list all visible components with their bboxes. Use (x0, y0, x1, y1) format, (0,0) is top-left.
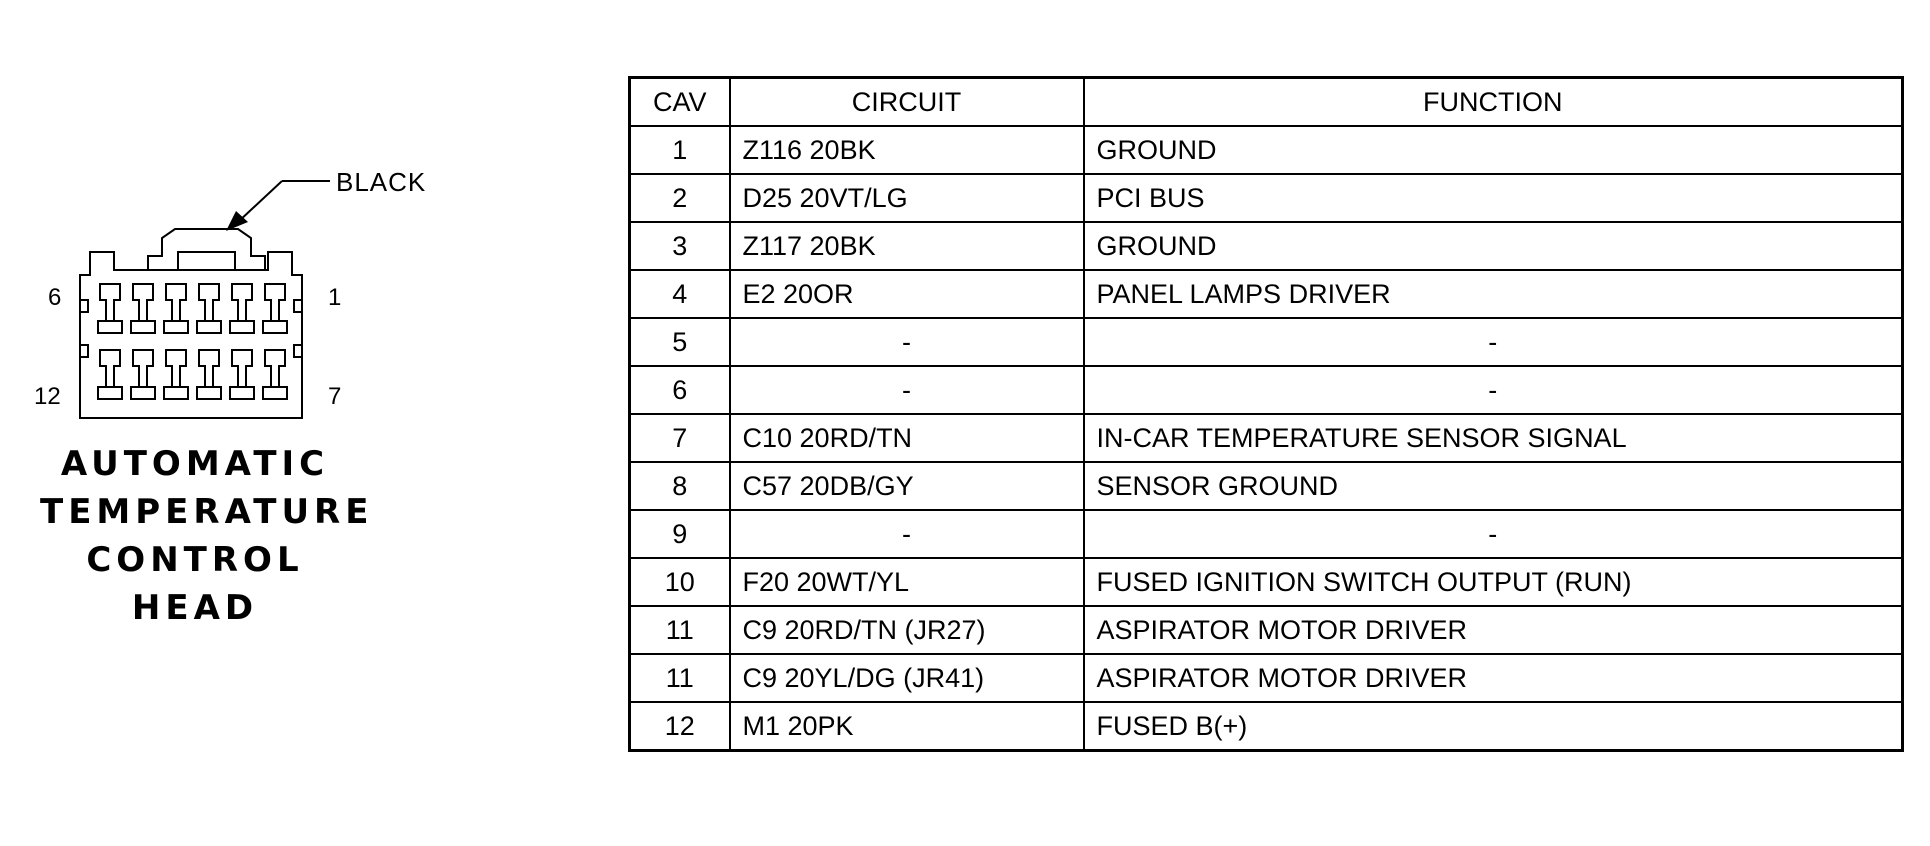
cell-circuit: C10 20RD/TN (730, 414, 1084, 462)
table-row (630, 654, 1903, 702)
pin-label-7: 7 (328, 383, 342, 410)
cell-circuit: - (730, 510, 1084, 558)
pin-cavity-12 (98, 350, 122, 399)
cell-cav: 9 (630, 510, 730, 558)
cell-circuit: F20 20WT/YL (730, 558, 1084, 606)
cell-function: IN-CAR TEMPERATURE SENSOR SIGNAL (1084, 414, 1903, 462)
cell-cav: 11 (630, 606, 730, 654)
pin-label-6: 6 (48, 284, 62, 311)
cell-cav: 6 (630, 366, 730, 414)
pin-label-12: 12 (34, 383, 61, 410)
cell-circuit: Z116 20BK (730, 126, 1084, 174)
table-row (630, 222, 1903, 270)
connector-diagram (0, 0, 560, 846)
cell-function: FUSED B(+) (1084, 702, 1903, 751)
cell-cav: 12 (630, 702, 730, 751)
header-cav: CAV (630, 78, 730, 127)
table-row (630, 510, 1903, 558)
cell-cav: 7 (630, 414, 730, 462)
connector-latch (148, 229, 265, 270)
pin-cavity-10 (164, 350, 188, 399)
table-row (630, 174, 1903, 222)
pin-cavity-2 (230, 284, 254, 333)
table-header-row (630, 78, 1903, 127)
cell-circuit: C9 20RD/TN (JR27) (730, 606, 1084, 654)
cell-cav: 3 (630, 222, 730, 270)
pin-cavity-8 (230, 350, 254, 399)
table-row (630, 558, 1903, 606)
cell-function: ASPIRATOR MOTOR DRIVER (1084, 606, 1903, 654)
cell-cav: 5 (630, 318, 730, 366)
pinout-table (628, 76, 1904, 752)
pin-cavity-9 (197, 350, 221, 399)
table-row (630, 366, 1903, 414)
cell-cav: 1 (630, 126, 730, 174)
table-row (630, 702, 1903, 751)
pin-cavity-11 (131, 350, 155, 399)
pin-cavities (98, 284, 287, 399)
table-row (630, 126, 1903, 174)
header-circuit: CIRCUIT (730, 78, 1084, 127)
cell-function: ASPIRATOR MOTOR DRIVER (1084, 654, 1903, 702)
cell-circuit: C9 20YL/DG (JR41) (730, 654, 1084, 702)
cell-function: - (1084, 366, 1903, 414)
pin-cavity-4 (164, 284, 188, 333)
cell-circuit: C57 20DB/GY (730, 462, 1084, 510)
cell-function: FUSED IGNITION SWITCH OUTPUT (RUN) (1084, 558, 1903, 606)
callout-arrow (226, 181, 330, 231)
title-line: CONTROL (86, 540, 304, 580)
cell-circuit: - (730, 366, 1084, 414)
cell-circuit: Z117 20BK (730, 222, 1084, 270)
table-row (630, 318, 1903, 366)
connector-color-label: BLACK (336, 167, 427, 197)
cell-cav: 8 (630, 462, 730, 510)
pin-cavity-7 (263, 350, 287, 399)
title-line: AUTOMATIC (60, 444, 330, 484)
cell-function: GROUND (1084, 126, 1903, 174)
table-row (630, 270, 1903, 318)
cell-circuit: M1 20PK (730, 702, 1084, 751)
title-line: HEAD (131, 588, 259, 628)
pin-cavity-5 (131, 284, 155, 333)
cell-circuit: E2 20OR (730, 270, 1084, 318)
connector-body (80, 252, 302, 418)
pin-cavity-1 (263, 284, 287, 333)
table-row (630, 414, 1903, 462)
cell-function: - (1084, 318, 1903, 366)
header-function: FUNCTION (1084, 78, 1903, 127)
pin-cavity-6 (98, 284, 122, 333)
cell-function: PANEL LAMPS DRIVER (1084, 270, 1903, 318)
cell-cav: 4 (630, 270, 730, 318)
cell-cav: 2 (630, 174, 730, 222)
pin-label-1: 1 (328, 284, 342, 311)
cell-function: - (1084, 510, 1903, 558)
connector-title (40, 440, 374, 632)
title-line: TEMPERATURE (40, 492, 374, 532)
cell-cav: 11 (630, 654, 730, 702)
cell-function: SENSOR GROUND (1084, 462, 1903, 510)
table-row (630, 462, 1903, 510)
cell-function: GROUND (1084, 222, 1903, 270)
cell-function: PCI BUS (1084, 174, 1903, 222)
table-row (630, 606, 1903, 654)
cell-circuit: D25 20VT/LG (730, 174, 1084, 222)
cell-cav: 10 (630, 558, 730, 606)
cell-circuit: - (730, 318, 1084, 366)
pin-cavity-3 (197, 284, 221, 333)
